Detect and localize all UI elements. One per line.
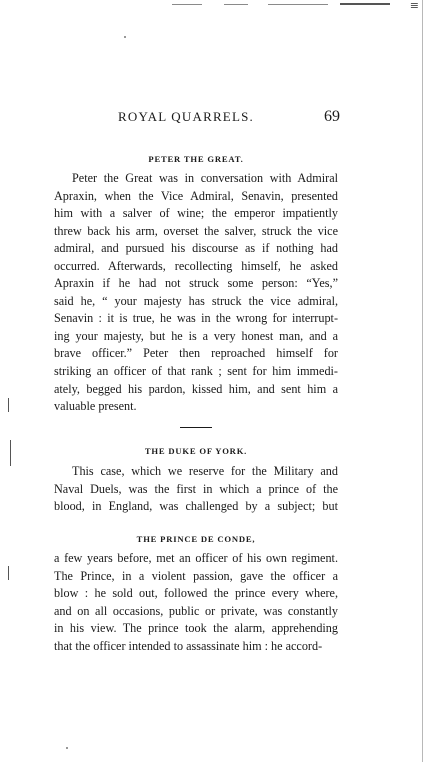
scan-artifact-dash [172,4,202,5]
text-line: threw back his arm, overset the salver, struck the vice [54,223,338,238]
scan-speck [124,36,126,38]
text-line: ing your majesty, but he is a very honest man, and a [54,328,338,343]
scan-artifact-glyph: ≡ [409,0,419,12]
text-line: Apraxin, when the Vice Admiral, Senavin, presented [54,188,338,203]
text-line: in his view. The prince took the alarm, apprehending [54,621,338,636]
paragraph-peter-the-great [54,170,338,416]
text-line: valuable present. [54,399,137,414]
text-line: striking an officer of that rank ; sent for him immedi- [54,364,338,379]
text-line: This case, which we reserve for the Military and [72,464,338,478]
scan-speck [66,747,68,749]
page-edge-shadow [422,0,423,762]
scan-artifact-dash [224,4,248,5]
section-heading-prince-de-conde: THE PRINCE DE CONDE, [136,534,256,544]
scan-artifact-dash [340,3,390,5]
scan-artifact-dash [268,4,328,5]
text-line: The Prince, in a violent passion, gave the officer a [54,568,338,583]
text-line: Peter the Great was in conversation with Admiral [72,171,338,185]
text-line: him with a salver of wine; the emperor impatiently [54,206,338,221]
text-line: that the officer intended to assassinate him : he accord- [54,638,323,653]
margin-mark [8,566,9,580]
running-header [118,107,340,127]
paragraph-duke-of-york [54,463,338,516]
text-line: and on all occasions, public or private, was constantly [54,603,338,618]
text-line: blow : he sold out, followed the prince every where, [54,586,338,601]
text-line: ately, begged his pardon, kissed him, and sent him a [54,381,338,396]
text-line: admiral, and pursued his discourse as if nothing had [54,241,338,256]
text-line: occurred. Afterwards, recollecting himself, he asked [54,258,338,273]
text-line: brave officer.” Peter then reproached himself for [54,346,338,361]
text-line: said he, “ your majesty has struck the vice admiral, [54,293,338,308]
text-line: a few years before, met an officer of his own regiment. [54,551,338,565]
section-divider-rule [180,427,212,428]
text-line: Naval Duels, was the first in which a prince of the [54,481,338,496]
margin-mark [10,440,11,466]
page-number: 69 [324,108,340,125]
text-line: blood, in England, was challenged by a subject; but [54,499,338,514]
section-heading-peter-the-great: PETER THE GREAT. [148,154,244,164]
text-line: Apraxin if he had not struck some person: “Yes,” [54,276,338,291]
paragraph-prince-de-conde [54,550,338,655]
running-header-title: ROYAL QUARRELS. [118,109,254,124]
margin-mark [8,398,9,412]
text-line: Senavin : it is true, he was in the wrong for interrupt- [54,311,338,326]
section-heading-duke-of-york: THE DUKE OF YORK. [144,446,248,456]
